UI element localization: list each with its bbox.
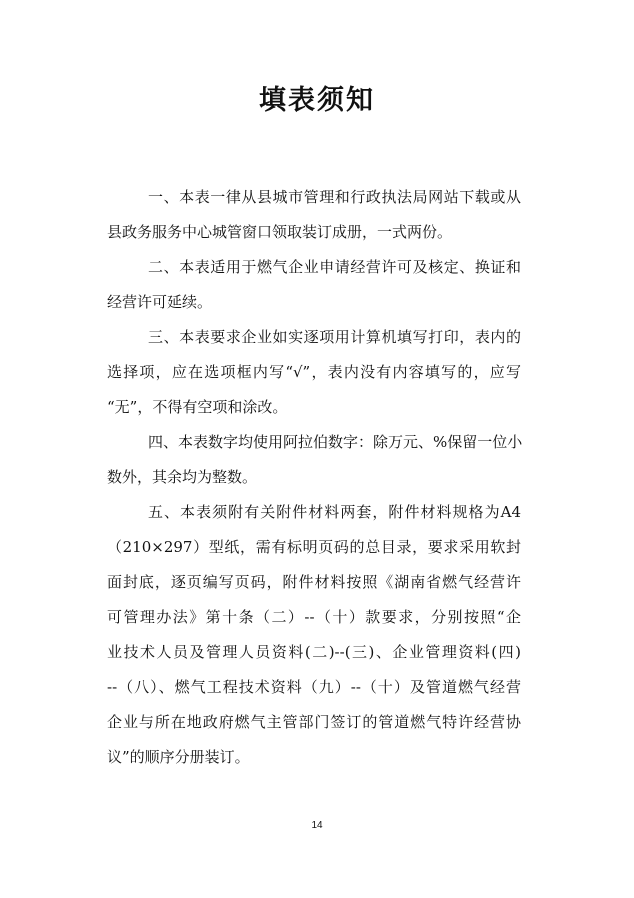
paragraph-line: 企业与所在地政府燃气主管部门签订的管道燃气特许经营协	[107, 713, 521, 731]
paragraph-line: 县政务服务中心城管窗口领取装订成册，一式两份。	[107, 223, 453, 241]
paragraph	[107, 497, 521, 777]
paragraph-line: 业技术人员及管理人员资料(二)--(三)、企业管理资料(四)	[107, 643, 521, 661]
paragraph	[107, 322, 521, 427]
paragraph-line: 选择项，应在选项框内写“√”，表内没有内容填写的，应写	[107, 363, 521, 381]
paragraph-line: --（八）、燃气工程技术资料（九）--（十）及管道燃气经营	[107, 678, 521, 696]
paragraph-line: 可管理办法》第十条（二）--（十）款要求，分别按照“企	[107, 608, 521, 626]
paragraph	[107, 427, 521, 497]
paragraph-line: 数外，其余均为整数。	[107, 468, 258, 486]
paragraph-line: 经营许可延续。	[107, 293, 213, 311]
paragraph-line: 议”的顺序分册装订。	[107, 748, 250, 766]
paragraph	[107, 252, 521, 322]
paragraph-line: 四、本表数字均使用阿拉伯数字：除万元、%保留一位小	[148, 433, 523, 451]
paragraph-line: 面封底，逐页编写页码，附件材料按照《湖南省燃气经营许	[107, 573, 521, 591]
paragraph-line: （210×297）型纸，需有标明页码的总目录，要求采用软封	[107, 538, 521, 556]
paragraph-line: 三、本表要求企业如实逐项用计算机填写打印，表内的	[148, 328, 521, 346]
page-title: 填表须知	[259, 85, 375, 116]
paragraph-line: 二、本表适用于燃气企业申请经营许可及核定、换证和	[148, 258, 521, 276]
paragraph-line: 一、本表一律从县城市管理和行政执法局网站下载或从	[148, 188, 521, 206]
paragraph	[107, 182, 521, 252]
page-number: 14	[311, 820, 323, 831]
document-body	[107, 182, 521, 777]
paragraph-line: “无”，不得有空项和涂改。	[107, 398, 288, 416]
paragraph-line: 五、本表须附有关附件材料两套，附件材料规格为A4	[148, 503, 521, 521]
